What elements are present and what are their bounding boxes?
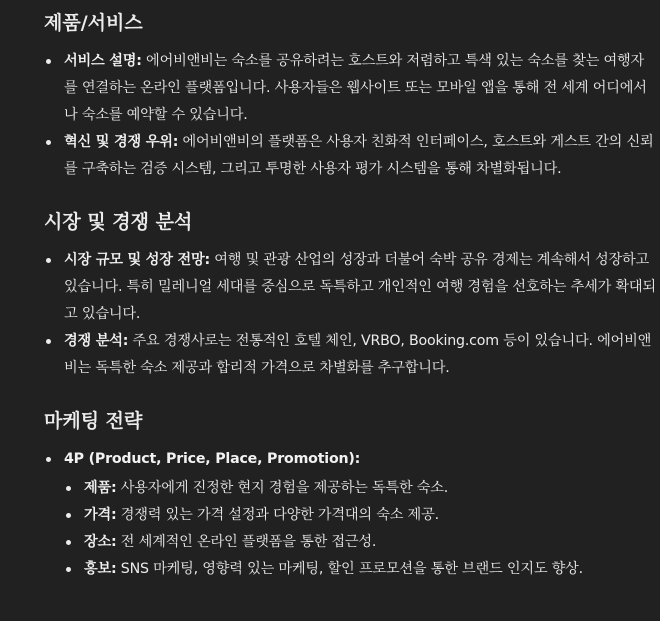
list-item [44, 247, 656, 328]
item-label: 가격: [84, 507, 117, 523]
document-body [44, 0, 656, 583]
4p-sublist [64, 475, 656, 583]
item-label: 홍보: [84, 561, 117, 577]
item-label: 서비스 설명: [64, 53, 142, 69]
sublist-item [64, 475, 656, 502]
section-title-market: 시장 및 경쟁 분석 [44, 211, 193, 233]
list-item [44, 129, 656, 183]
item-text: 경쟁력 있는 가격 설정과 다양한 가격대의 숙소 제공. [116, 507, 439, 523]
item-text: 여행 및 관광 산업의 성장과 더불어 숙박 공유 경제는 계속해서 성장하고 있습니다. 특히 밀레니얼 세대를 중심으로 독특하고 개인적인 여행 경험을 선호하는 추세가 확대되고 있습니다. [64, 252, 656, 322]
list-item [44, 48, 656, 129]
item-label: 4P (Product, Price, Place, Promotion): [64, 451, 361, 467]
item-label: 시장 규모 및 성장 전망: [64, 252, 210, 268]
product-list [44, 48, 656, 183]
item-label: 장소: [84, 534, 117, 550]
item-label: 혁신 및 경쟁 우위: [64, 134, 179, 150]
item-text: 사용자에게 진정한 현지 경험을 제공하는 독특한 숙소. [116, 480, 449, 496]
section-title-marketing: 마케팅 전략 [44, 410, 143, 432]
sublist-item [64, 529, 656, 556]
sublist-item [64, 502, 656, 529]
marketing-list [44, 446, 656, 583]
sublist-item [64, 556, 656, 583]
item-text: 주요 경쟁사로는 전통적인 호텔 체인, VRBO, Booking.com 등이 있습니다. 에어비앤비는 독특한 숙소 제공과 합리적 가격으로 차별화를 추구합니다. [64, 333, 652, 376]
item-text: 에어비앤비는 숙소를 공유하려는 호스트와 저렴하고 특색 있는 숙소를 찾는 여행자를 연결하는 온라인 플랫폼입니다. 사용자들은 웹사이트 또는 모바일 앱을 통해 전 세계 어디에서나 숙소를 예약할 수 있습니다. [64, 53, 647, 123]
market-list [44, 247, 656, 382]
list-item [44, 446, 656, 583]
item-text: 전 세계적인 온라인 플랫폼을 통한 접근성. [116, 534, 377, 550]
section-title-product: 제품/서비스 [44, 12, 143, 34]
item-label: 제품: [84, 480, 117, 496]
item-text: 에어비앤비의 플랫폼은 사용자 친화적 인터페이스, 호스트와 게스트 간의 신뢰를 구축하는 검증 시스템, 그리고 투명한 사용자 평가 시스템을 통해 차별화됩니다. [64, 134, 654, 177]
list-item [44, 328, 656, 382]
item-text: SNS 마케팅, 영향력 있는 마케팅, 할인 프로모션을 통한 브랜드 인지도 향상. [116, 561, 583, 577]
item-label: 경쟁 분석: [64, 333, 129, 349]
